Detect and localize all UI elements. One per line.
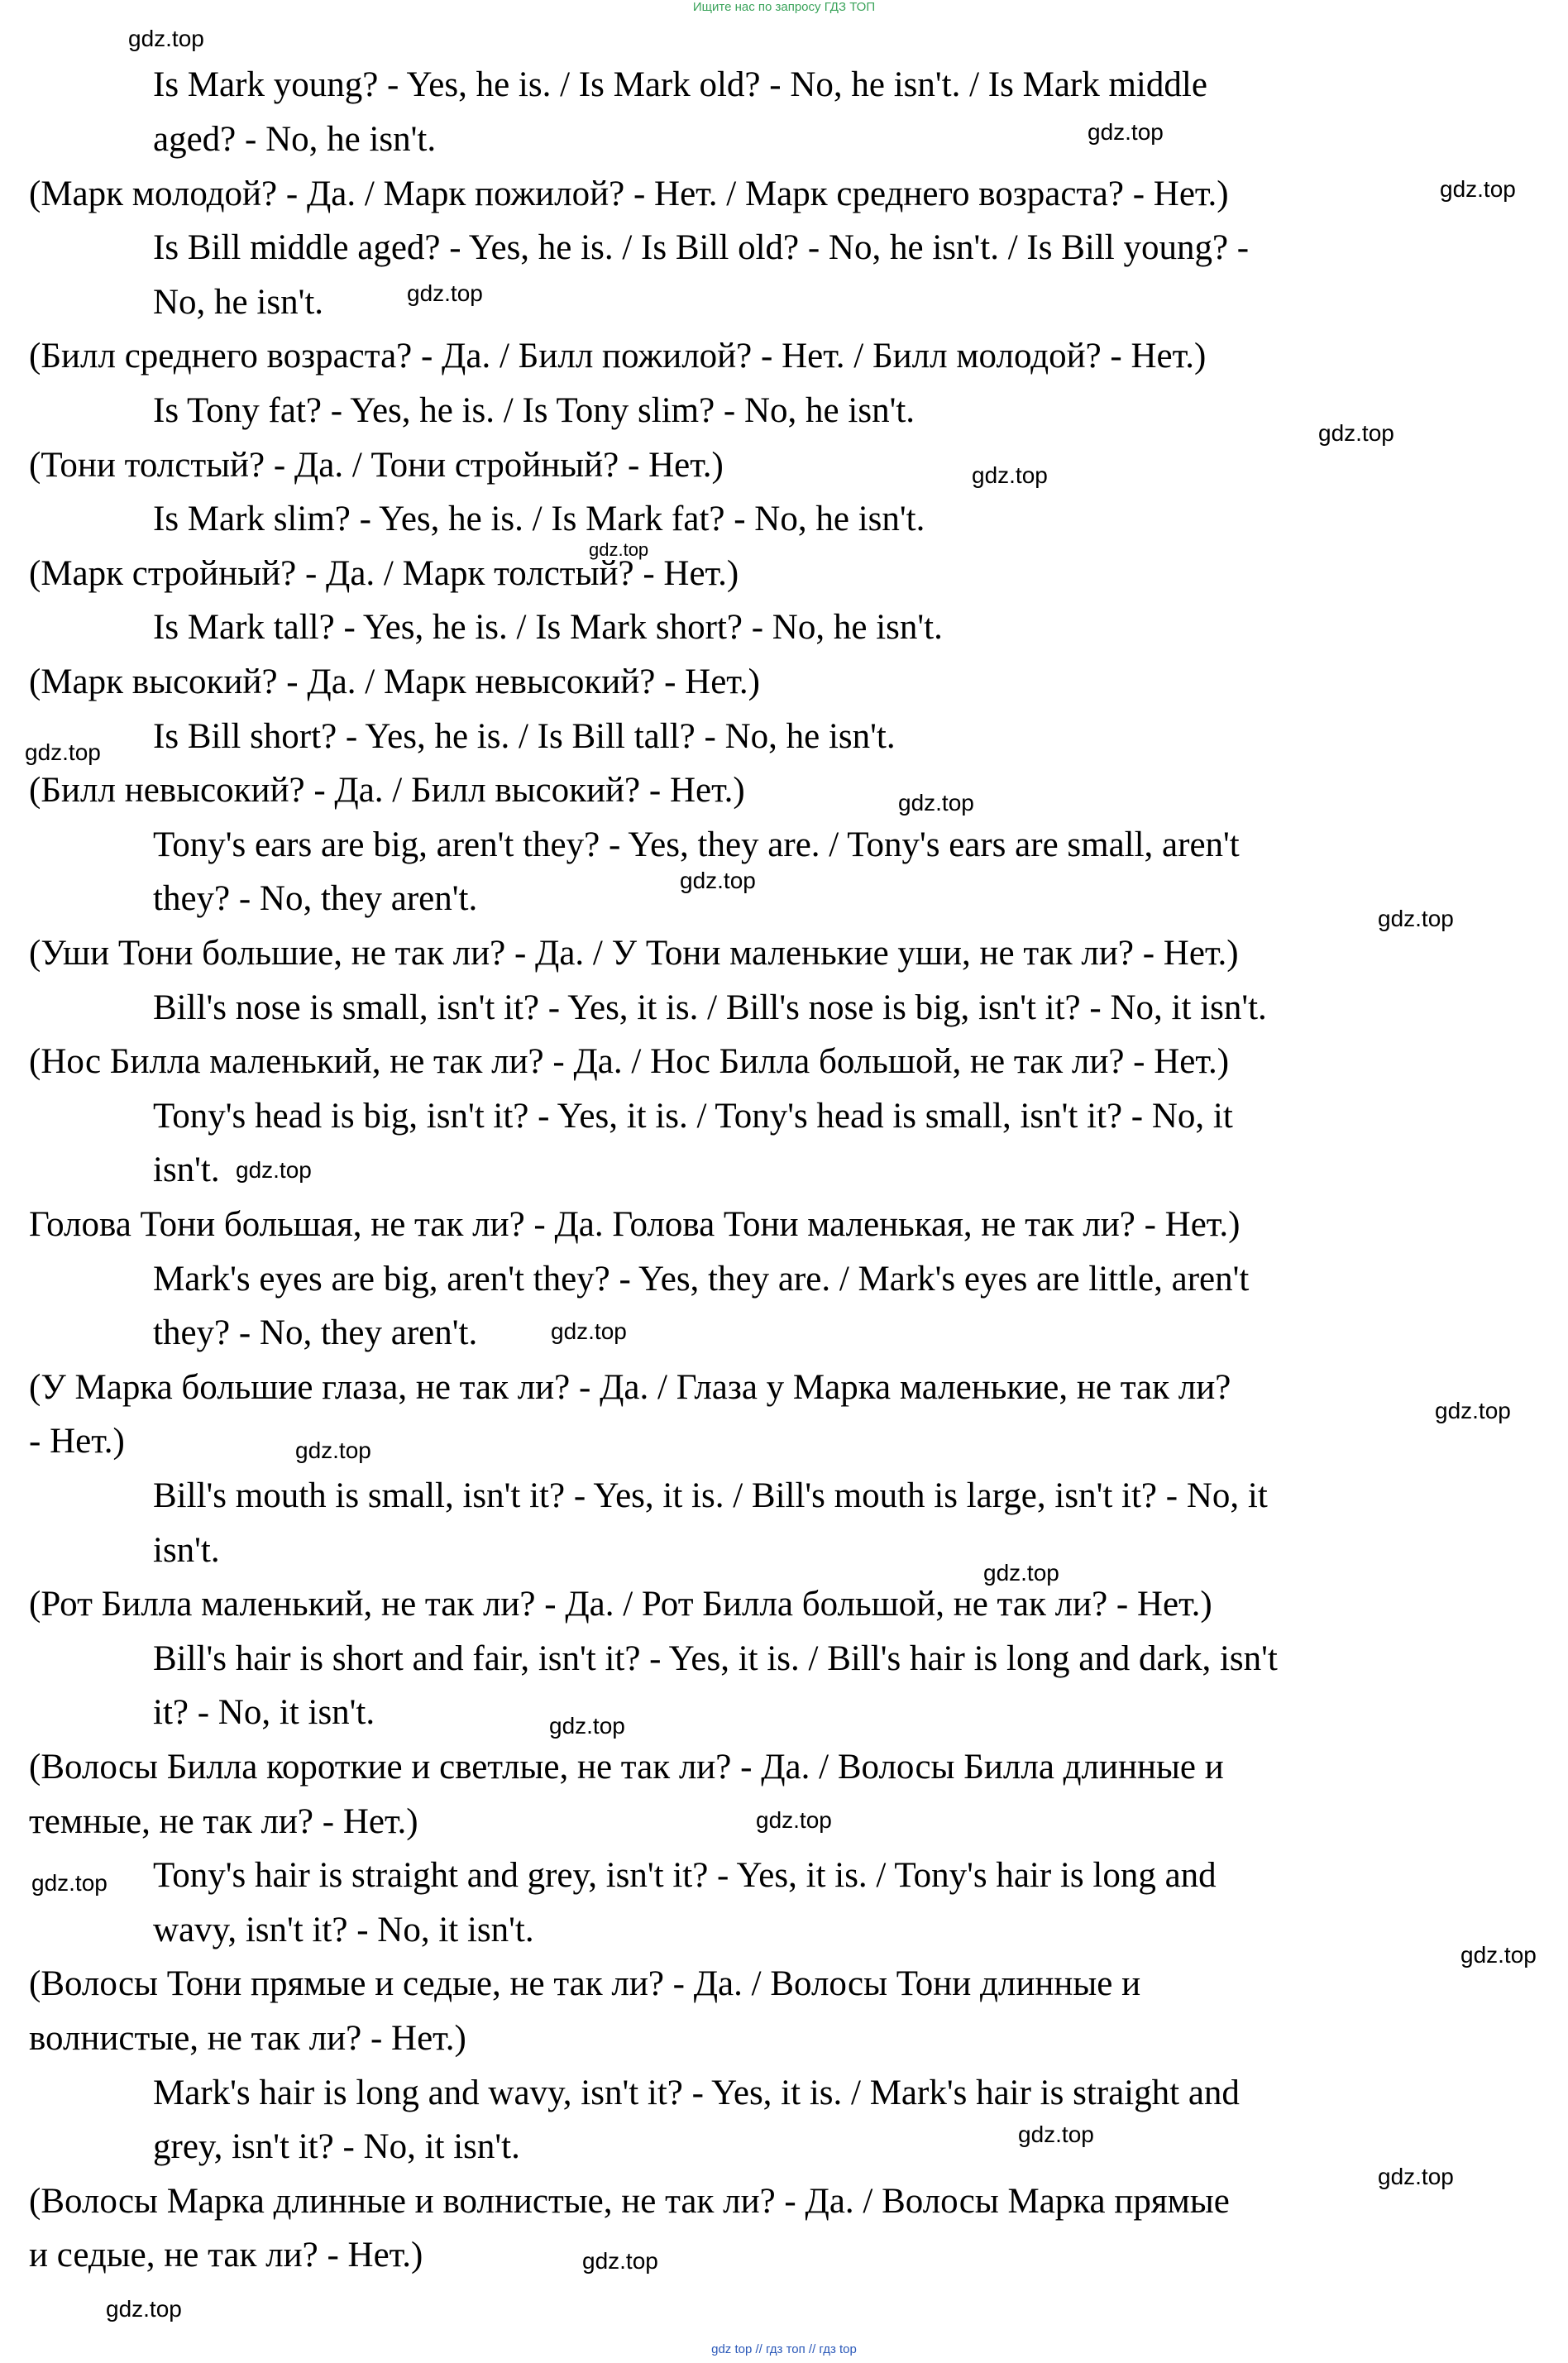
text-line: aged? - No, he isn't. <box>153 120 437 159</box>
watermark: gdz.top <box>25 739 101 765</box>
text-line: they? - No, they aren't. <box>153 1313 478 1352</box>
text-line: - Нет.) <box>29 1422 125 1461</box>
watermark: gdz.top <box>1460 1942 1537 1968</box>
text-line: (Билл среднего возраста? - Да. / Билл пожилой? - Нет. / Билл молодой? - Нет.) <box>29 337 1207 375</box>
watermark: gdz.top <box>756 1807 832 1833</box>
text-line: grey, isn't it? - No, it isn't. <box>153 2127 520 2166</box>
watermark: gdz.top <box>549 1713 625 1739</box>
text-line: Mark's hair is long and wavy, isn't it? - Yes, it is. / Mark's hair is straight and <box>153 2074 1240 2112</box>
text-line: isn't. <box>153 1531 220 1570</box>
watermark: gdz.top <box>128 26 204 51</box>
watermark: gdz.top <box>106 2296 182 2322</box>
text-line: (Рот Билла маленький, не так ли? - Да. / Рот Билла большой, не так ли? - Нет.) <box>29 1585 1212 1624</box>
watermark: gdz.top <box>1440 176 1516 202</box>
text-line: (Нос Билла маленький, не так ли? - Да. / Нос Билла большой, не так ли? - Нет.) <box>29 1042 1230 1081</box>
watermark: gdz.top <box>898 790 974 816</box>
watermark: gdz.top <box>1435 1398 1511 1423</box>
watermark: gdz.top <box>582 2248 658 2274</box>
text-line: Mark's eyes are big, aren't they? - Yes, they are. / Mark's eyes are little, aren't <box>153 1260 1250 1299</box>
bottom-banner: gdz top // гдз топ // гдз top <box>711 2342 857 2356</box>
text-line: темные, не так ли? - Нет.) <box>29 1802 418 1841</box>
watermark: gdz.top <box>551 1318 627 1344</box>
text-line: (Волосы Марка длинные и волнистые, не так ли? - Да. / Волосы Марка прямые <box>29 2182 1230 2221</box>
text-line: (Марк стройный? - Да. / Марк толстый? - Нет.) <box>29 554 739 593</box>
text-line: Is Bill short? - Yes, he is. / Is Bill tall? - No, he isn't. <box>153 717 896 756</box>
watermark: gdz.top <box>31 1870 108 1896</box>
text-line: isn't. <box>153 1150 220 1189</box>
watermark: gdz.top <box>1018 2121 1094 2147</box>
text-line: волнистые, не так ли? - Нет.) <box>29 2019 466 2058</box>
watermark: gdz.top <box>1378 2164 1454 2189</box>
text-line: (У Марка большие глаза, не так ли? - Да. / Глаза у Марка маленькие, не так ли? <box>29 1368 1231 1407</box>
text-line: (Марк высокий? - Да. / Марк невысокий? - Нет.) <box>29 663 760 701</box>
text-line: Tony's ears are big, aren't they? - Yes, they are. / Tony's ears are small, aren't <box>153 825 1240 864</box>
text-line: (Волосы Билла короткие и светлые, не так ли? - Да. / Волосы Билла длинные и <box>29 1748 1224 1787</box>
watermark: gdz.top <box>680 868 756 893</box>
watermark: gdz.top <box>1088 119 1164 145</box>
text-line: Bill's hair is short and fair, isn't it? - Yes, it is. / Bill's hair is long and dark, isn't <box>153 1639 1278 1678</box>
text-line: Tony's head is big, isn't it? - Yes, it is. / Tony's head is small, isn't it? - No, it <box>153 1097 1233 1136</box>
text-line: (Билл невысокий? - Да. / Билл высокий? - Нет.) <box>29 771 745 810</box>
text-line: No, he isn't. <box>153 283 324 322</box>
text-line: (Марк молодой? - Да. / Марк пожилой? - Нет. / Марк среднего возраста? - Нет.) <box>29 175 1229 213</box>
text-line: wavy, isn't it? - No, it isn't. <box>153 1911 534 1949</box>
text-line: they? - No, they aren't. <box>153 879 478 918</box>
watermark: gdz.top <box>983 1560 1059 1586</box>
text-line: Is Tony fat? - Yes, he is. / Is Tony slim? - No, he isn't. <box>153 391 915 430</box>
watermark: gdz.top <box>236 1157 312 1183</box>
text-line: Is Mark young? - Yes, he is. / Is Mark old? - No, he isn't. / Is Mark middle <box>153 65 1207 104</box>
text-line: Bill's mouth is small, isn't it? - Yes, it is. / Bill's mouth is large, isn't it? - No, it <box>153 1476 1268 1515</box>
text-line: Is Mark tall? - Yes, he is. / Is Mark short? - No, he isn't. <box>153 608 943 647</box>
watermark: gdz.top <box>972 462 1048 488</box>
watermark: gdz.top <box>407 280 483 306</box>
text-line: Bill's nose is small, isn't it? - Yes, it is. / Bill's nose is big, isn't it? - No, it isn't. <box>153 988 1267 1027</box>
text-line: Is Bill middle aged? - Yes, he is. / Is Bill old? - No, he isn't. / Is Bill young? - <box>153 228 1250 267</box>
text-line: Голова Тони большая, не так ли? - Да. Голова Тони маленькая, не так ли? - Нет.) <box>29 1205 1241 1244</box>
top-banner: Ищите нас по запросу ГДЗ ТОП <box>692 0 876 14</box>
text-line: it? - No, it isn't. <box>153 1693 375 1732</box>
text-line: Tony's hair is straight and grey, isn't it? - Yes, it is. / Tony's hair is long and <box>153 1856 1217 1895</box>
text-line: Is Mark slim? - Yes, he is. / Is Mark fat? - No, he isn't. <box>153 500 925 538</box>
text-line: (Тони толстый? - Да. / Тони стройный? - Нет.) <box>29 446 724 485</box>
text-line: и седые, не так ли? - Нет.) <box>29 2236 423 2275</box>
watermark: gdz.top <box>589 539 649 560</box>
watermark: gdz.top <box>295 1437 371 1463</box>
text-line: (Уши Тони большие, не так ли? - Да. / У Тони маленькие уши, не так ли? - Нет.) <box>29 934 1239 973</box>
watermark: gdz.top <box>1378 906 1454 931</box>
text-line: (Волосы Тони прямые и седые, не так ли? - Да. / Волосы Тони длинные и <box>29 1964 1141 2003</box>
watermark: gdz.top <box>1318 420 1394 446</box>
